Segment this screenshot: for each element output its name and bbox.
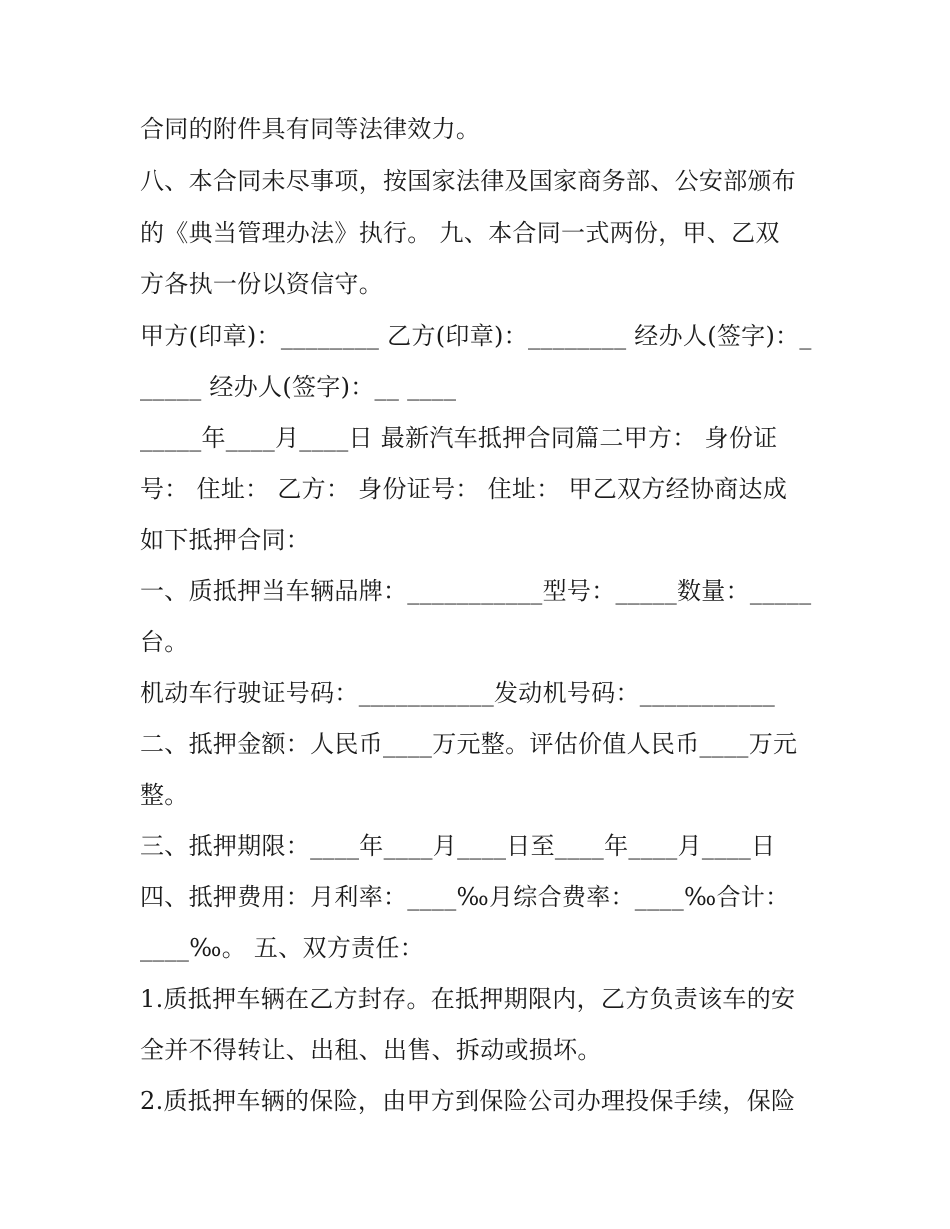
text-line: 如下抵押合同： <box>140 526 311 554</box>
text-line: 2.质抵押车辆的保险，由甲方到保险公司办理投保手续，保险 <box>140 1087 796 1115</box>
text-line: _____年____月____日 最新汽车抵押合同篇二甲方： 身份证 <box>140 424 778 452</box>
text-line: 三、抵押期限：____年____月____日至____年____月____日 <box>140 832 776 860</box>
text-line: 方各执一份以资信守。 <box>140 270 383 298</box>
text-line: 四、抵押费用：月利率：____‰月综合费率：____‰合计： <box>140 883 790 911</box>
text-line: 八、本合同未尽事项，按国家法律及国家商务部、公安部颁布 <box>140 167 797 195</box>
text-line: 1.质抵押车辆在乙方封存。在抵押期限内，乙方负责该车的安 <box>140 985 796 1013</box>
text-line: 号： 住址： 乙方： 身份证号： 住址： 甲乙双方经协商达成 <box>140 475 788 503</box>
text-line: _____ 经办人(签字)：__ ____ <box>140 373 457 401</box>
text-line: 二、抵押金额：人民币____万元整。评估价值人民币____万元 <box>140 730 798 758</box>
text-line: 甲方(印章)：________ 乙方(印章)：________ 经办人(签字)：_ <box>140 322 812 350</box>
text-line: ____‰。 五、双方责任： <box>140 934 425 962</box>
text-line: 台。 <box>140 628 189 656</box>
text-line: 一、质抵押当车辆品牌：___________型号：_____数量：_____ <box>140 577 812 605</box>
text-line: 机动车行驶证号码：___________发动机号码：___________ <box>140 679 776 707</box>
text-line: 全并不得转让、出租、出售、拆动或损坏。 <box>140 1036 602 1064</box>
text-line: 整。 <box>140 781 189 809</box>
text-line: 合同的附件具有同等法律效力。 <box>140 115 481 143</box>
text-line: 的《典当管理办法》执行。 九、本合同一式两份，甲、乙双 <box>140 219 780 247</box>
